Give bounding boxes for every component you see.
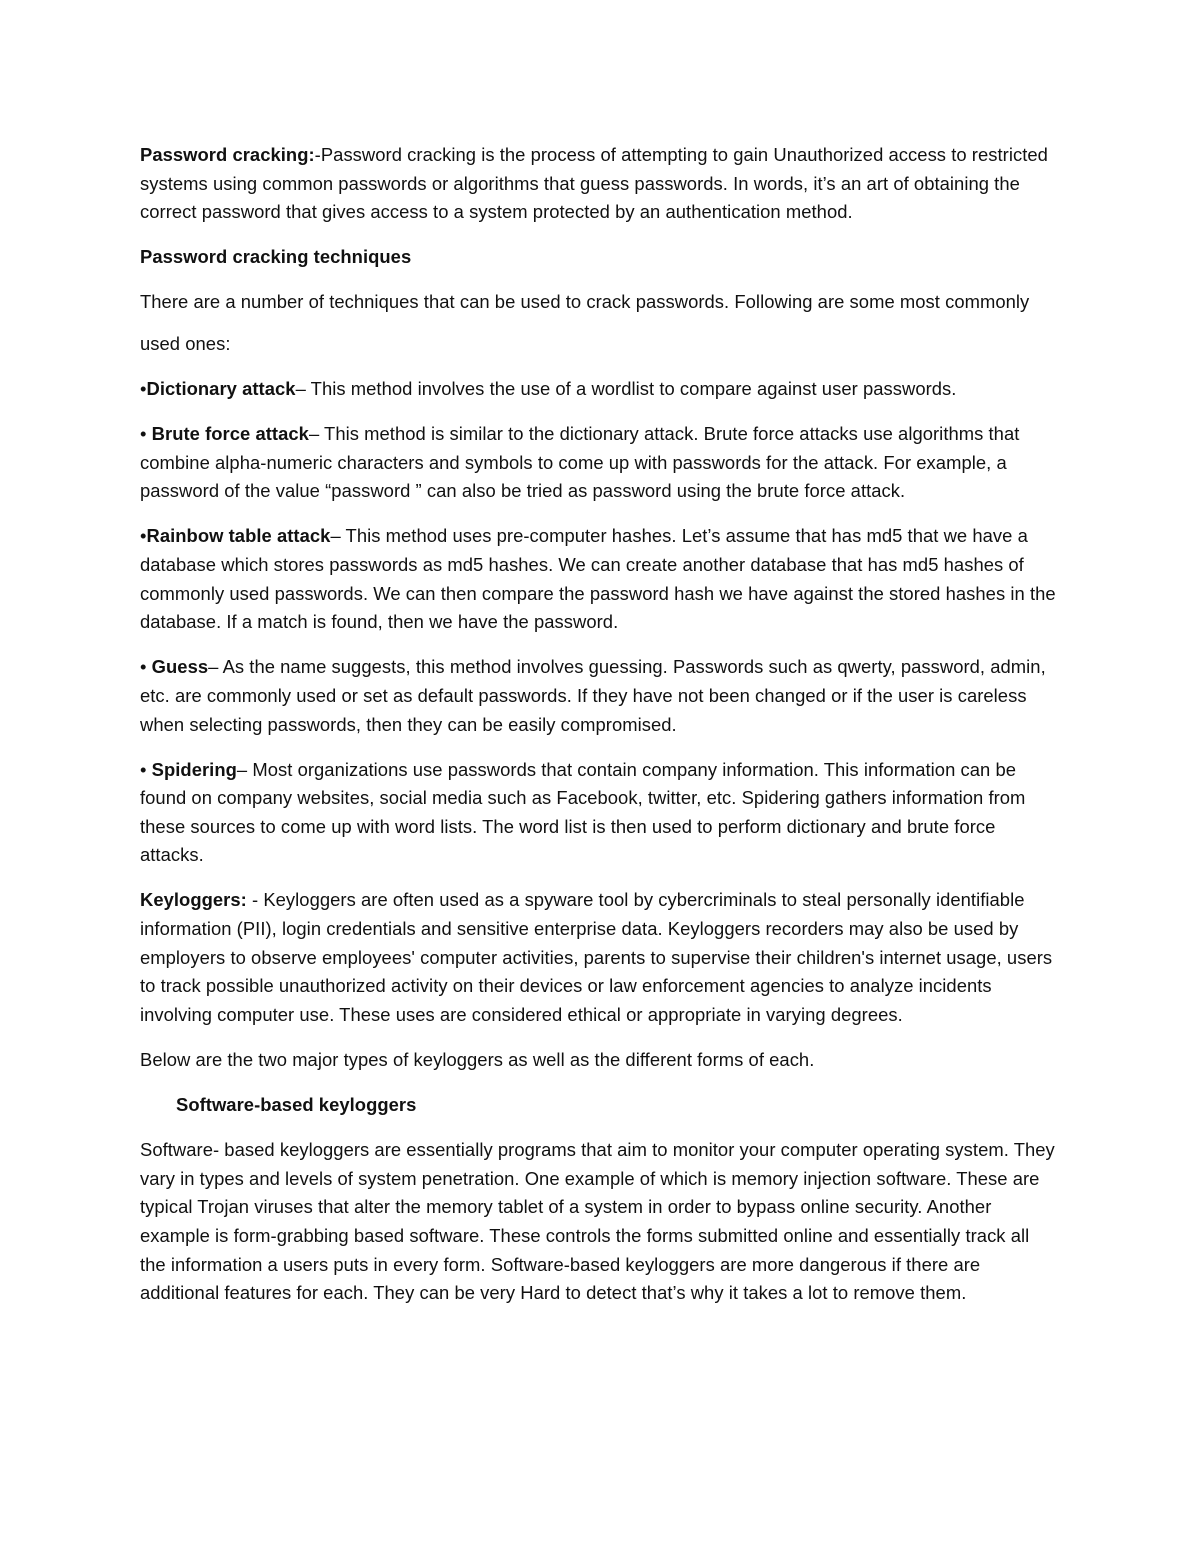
document-page	[140, 141, 1060, 1324]
technique-text: – This method uses pre-computer hashes. Let’s assume that has md5 that we have a database which stores passwords as md5 hashes. We can create another database that has md5 hashes of commonly used passwords. We can then compare the password hash we have against the stored hashes in the database. If a match is found, then we have the password.	[140, 525, 1056, 633]
technique-item-rainbow-table	[140, 522, 1060, 636]
technique-item-dictionary	[140, 375, 1060, 404]
technique-item-spidering	[140, 756, 1060, 870]
software-keyloggers-paragraph: Software- based keyloggers are essentially programs that aim to monitor your computer operating system. They vary in types and levels of system penetration. One example of which is memory injection software. These are typical Trojan viruses that alter the memory tablet of a system in order to bypass online security. Another example is form-grabbing based software. These controls the forms submitted online and essentially track all the information a users puts in every form. Software-based keyloggers are more dangerous if there are additional features for each. They can be very Hard to detect that’s why it takes a lot to remove them.	[140, 1139, 1055, 1304]
keyloggers-term: Keyloggers:	[140, 889, 247, 911]
techniques-heading	[140, 243, 1060, 272]
techniques-heading-text: Password cracking techniques	[140, 246, 412, 268]
technique-text: – This method is similar to the dictionary attack. Brute force attacks use algorithms that combine alpha-numeric characters and symbols to come up with passwords for the attack. For example, a password of the value “password ” can also be tried as password using the brute force attack.	[140, 423, 1020, 502]
bullet: •	[140, 423, 152, 445]
technique-text: – Most organizations use passwords that contain company information. This information can be found on company websites, social media such as Facebook, twitter, etc. Spidering gathers information from these sources to come up with word lists. The word list is then used to perform dictionary and brute force attacks.	[140, 758, 1026, 866]
software-keyloggers-heading	[140, 1091, 1060, 1120]
technique-term: Spidering	[151, 758, 237, 780]
technique-term: Brute force attack	[151, 423, 309, 445]
intro-text: -Password cracking is the process of attempting to gain Unauthorized access to restricted systems using common passwords or algorithms that guess passwords. In words, it’s an art of obtaining the correct password that gives access to a system protected by an authentication method.	[140, 144, 1048, 223]
technique-text: – This method involves the use of a wordlist to compare against user passwords.	[295, 378, 957, 400]
keyloggers-paragraph	[140, 886, 1060, 1029]
technique-term: Rainbow table attack	[146, 525, 331, 547]
bullet: •	[140, 656, 152, 678]
technique-text: – As the name suggests, this method involves guessing. Passwords such as qwerty, password, admin, etc. are commonly used or set as default passwords. If they have not been changed or if the user is careless when selecting passwords, then they can be easily compromised.	[140, 656, 1046, 735]
technique-term: Dictionary attack	[146, 378, 296, 400]
bullet: •	[140, 758, 152, 780]
technique-item-guess	[140, 653, 1060, 739]
intro-term: Password cracking:	[140, 144, 315, 165]
technique-item-brute-force	[140, 420, 1060, 506]
intro-paragraph	[140, 141, 1060, 227]
techniques-intro-continuation: used ones:	[140, 332, 231, 354]
bullet: •	[140, 525, 147, 547]
bullet: •	[140, 378, 147, 400]
keyloggers-types-intro: Below are the two major types of keyloggers as well as the different forms of each.	[140, 1048, 815, 1070]
keyloggers-text: - Keyloggers are often used as a spyware tool by cybercriminals to steal personally identifiable information (PII), login credentials and sensitive enterprise data. Keyloggers recorders may also be used by employers to observe employees' computer activities, parents to supervise their children's internet usage, users to track possible unauthorized activity on their devices or law enforcement agencies to analyze incidents involving computer use. These uses are considered ethical or appropriate in varying degrees.	[140, 889, 1053, 1025]
techniques-intro-paragraph: There are a number of techniques that can be used to crack passwords. Following are some most commonly	[140, 291, 1030, 313]
software-heading-text: Software-based keyloggers	[176, 1094, 417, 1116]
technique-term: Guess	[151, 656, 209, 678]
